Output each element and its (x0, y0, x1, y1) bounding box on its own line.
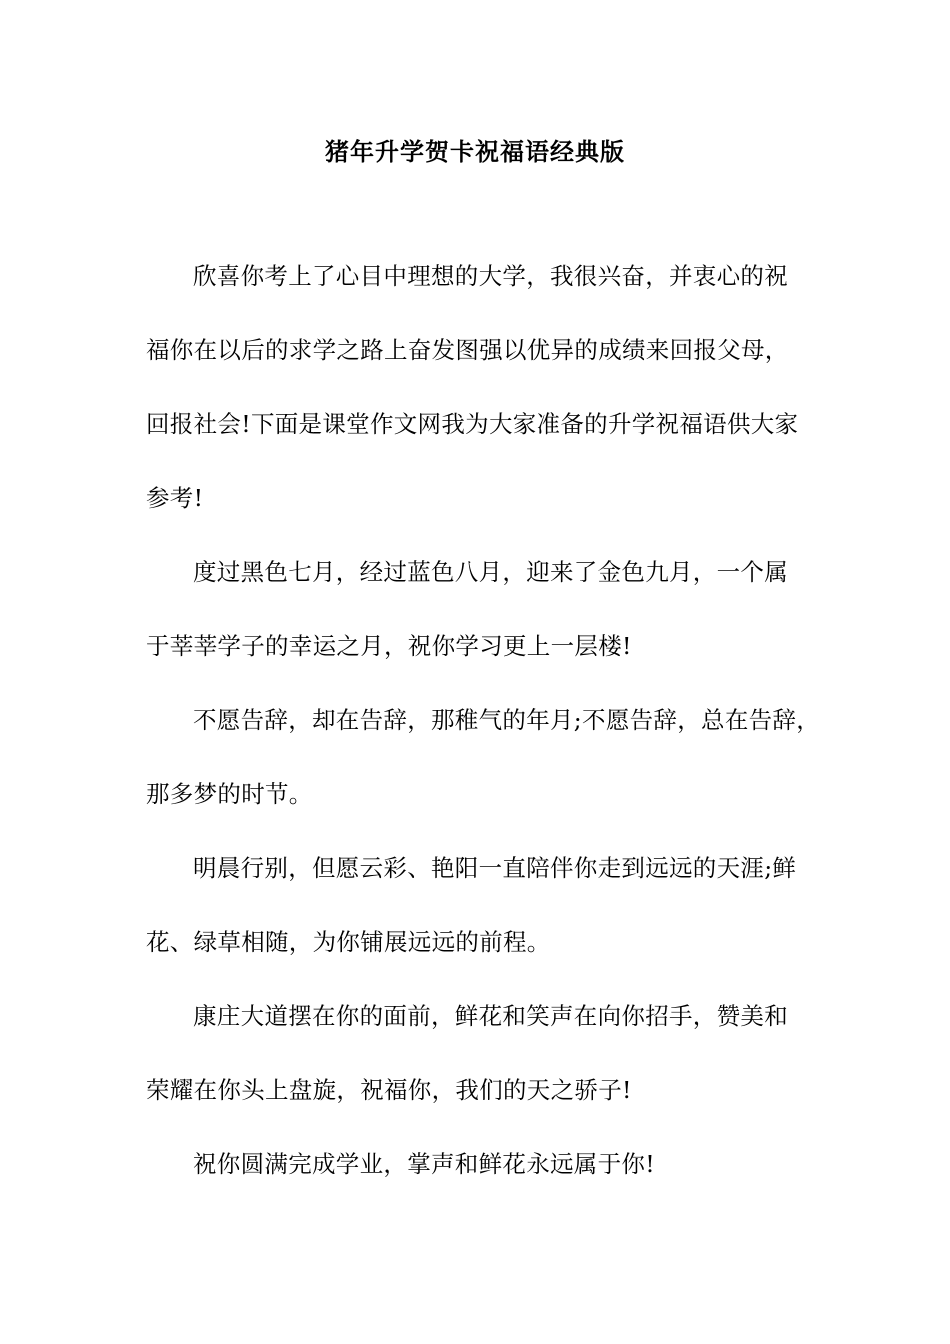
paragraph-line: 那多梦的时节。 (146, 780, 313, 808)
paragraph-line: 福你在以后的求学之路上奋发图强以优异的成绩来回报父母， (146, 336, 789, 364)
paragraph-4 (146, 848, 826, 962)
paragraph-line: 度过黑色七月，经过蓝色八月，迎来了金色九月，一个属 (193, 558, 788, 586)
paragraph-line: 明晨行别，但愿云彩、艳阳一直陪伴你走到远远的天涯;鲜 (193, 854, 797, 882)
paragraph-line: 康庄大道摆在你的面前，鲜花和笑声在向你招手，赞美和 (193, 1002, 788, 1030)
document-title: 猪年升学贺卡祝福语经典版 (325, 137, 625, 166)
paragraph-line: 祝你圆满完成学业，掌声和鲜花永远属于你! (193, 1150, 655, 1178)
document-body (146, 256, 826, 1218)
paragraph-3 (146, 700, 826, 814)
paragraph-line: 欣喜你考上了心目中理想的大学，我很兴奋，并衷心的祝 (193, 262, 788, 290)
paragraph-line: 参考! (146, 484, 204, 512)
paragraph-line: 荣耀在你头上盘旋，祝福你，我们的天之骄子! (146, 1076, 632, 1104)
paragraph-line: 回报社会!下面是课堂作文网我为大家准备的升学祝福语供大家 (146, 410, 799, 438)
paragraph-2 (146, 552, 826, 666)
paragraph-5 (146, 996, 826, 1110)
paragraph-line: 于莘莘学子的幸运之月，祝你学习更上一层楼! (146, 632, 632, 660)
paragraph-6 (146, 1144, 826, 1184)
paragraph-line: 不愿告辞，却在告辞，那稚气的年月;不愿告辞，总在告辞， (193, 706, 821, 734)
paragraph-1 (146, 256, 826, 518)
paragraph-line: 花、绿草相随，为你铺展远远的前程。 (146, 928, 551, 956)
